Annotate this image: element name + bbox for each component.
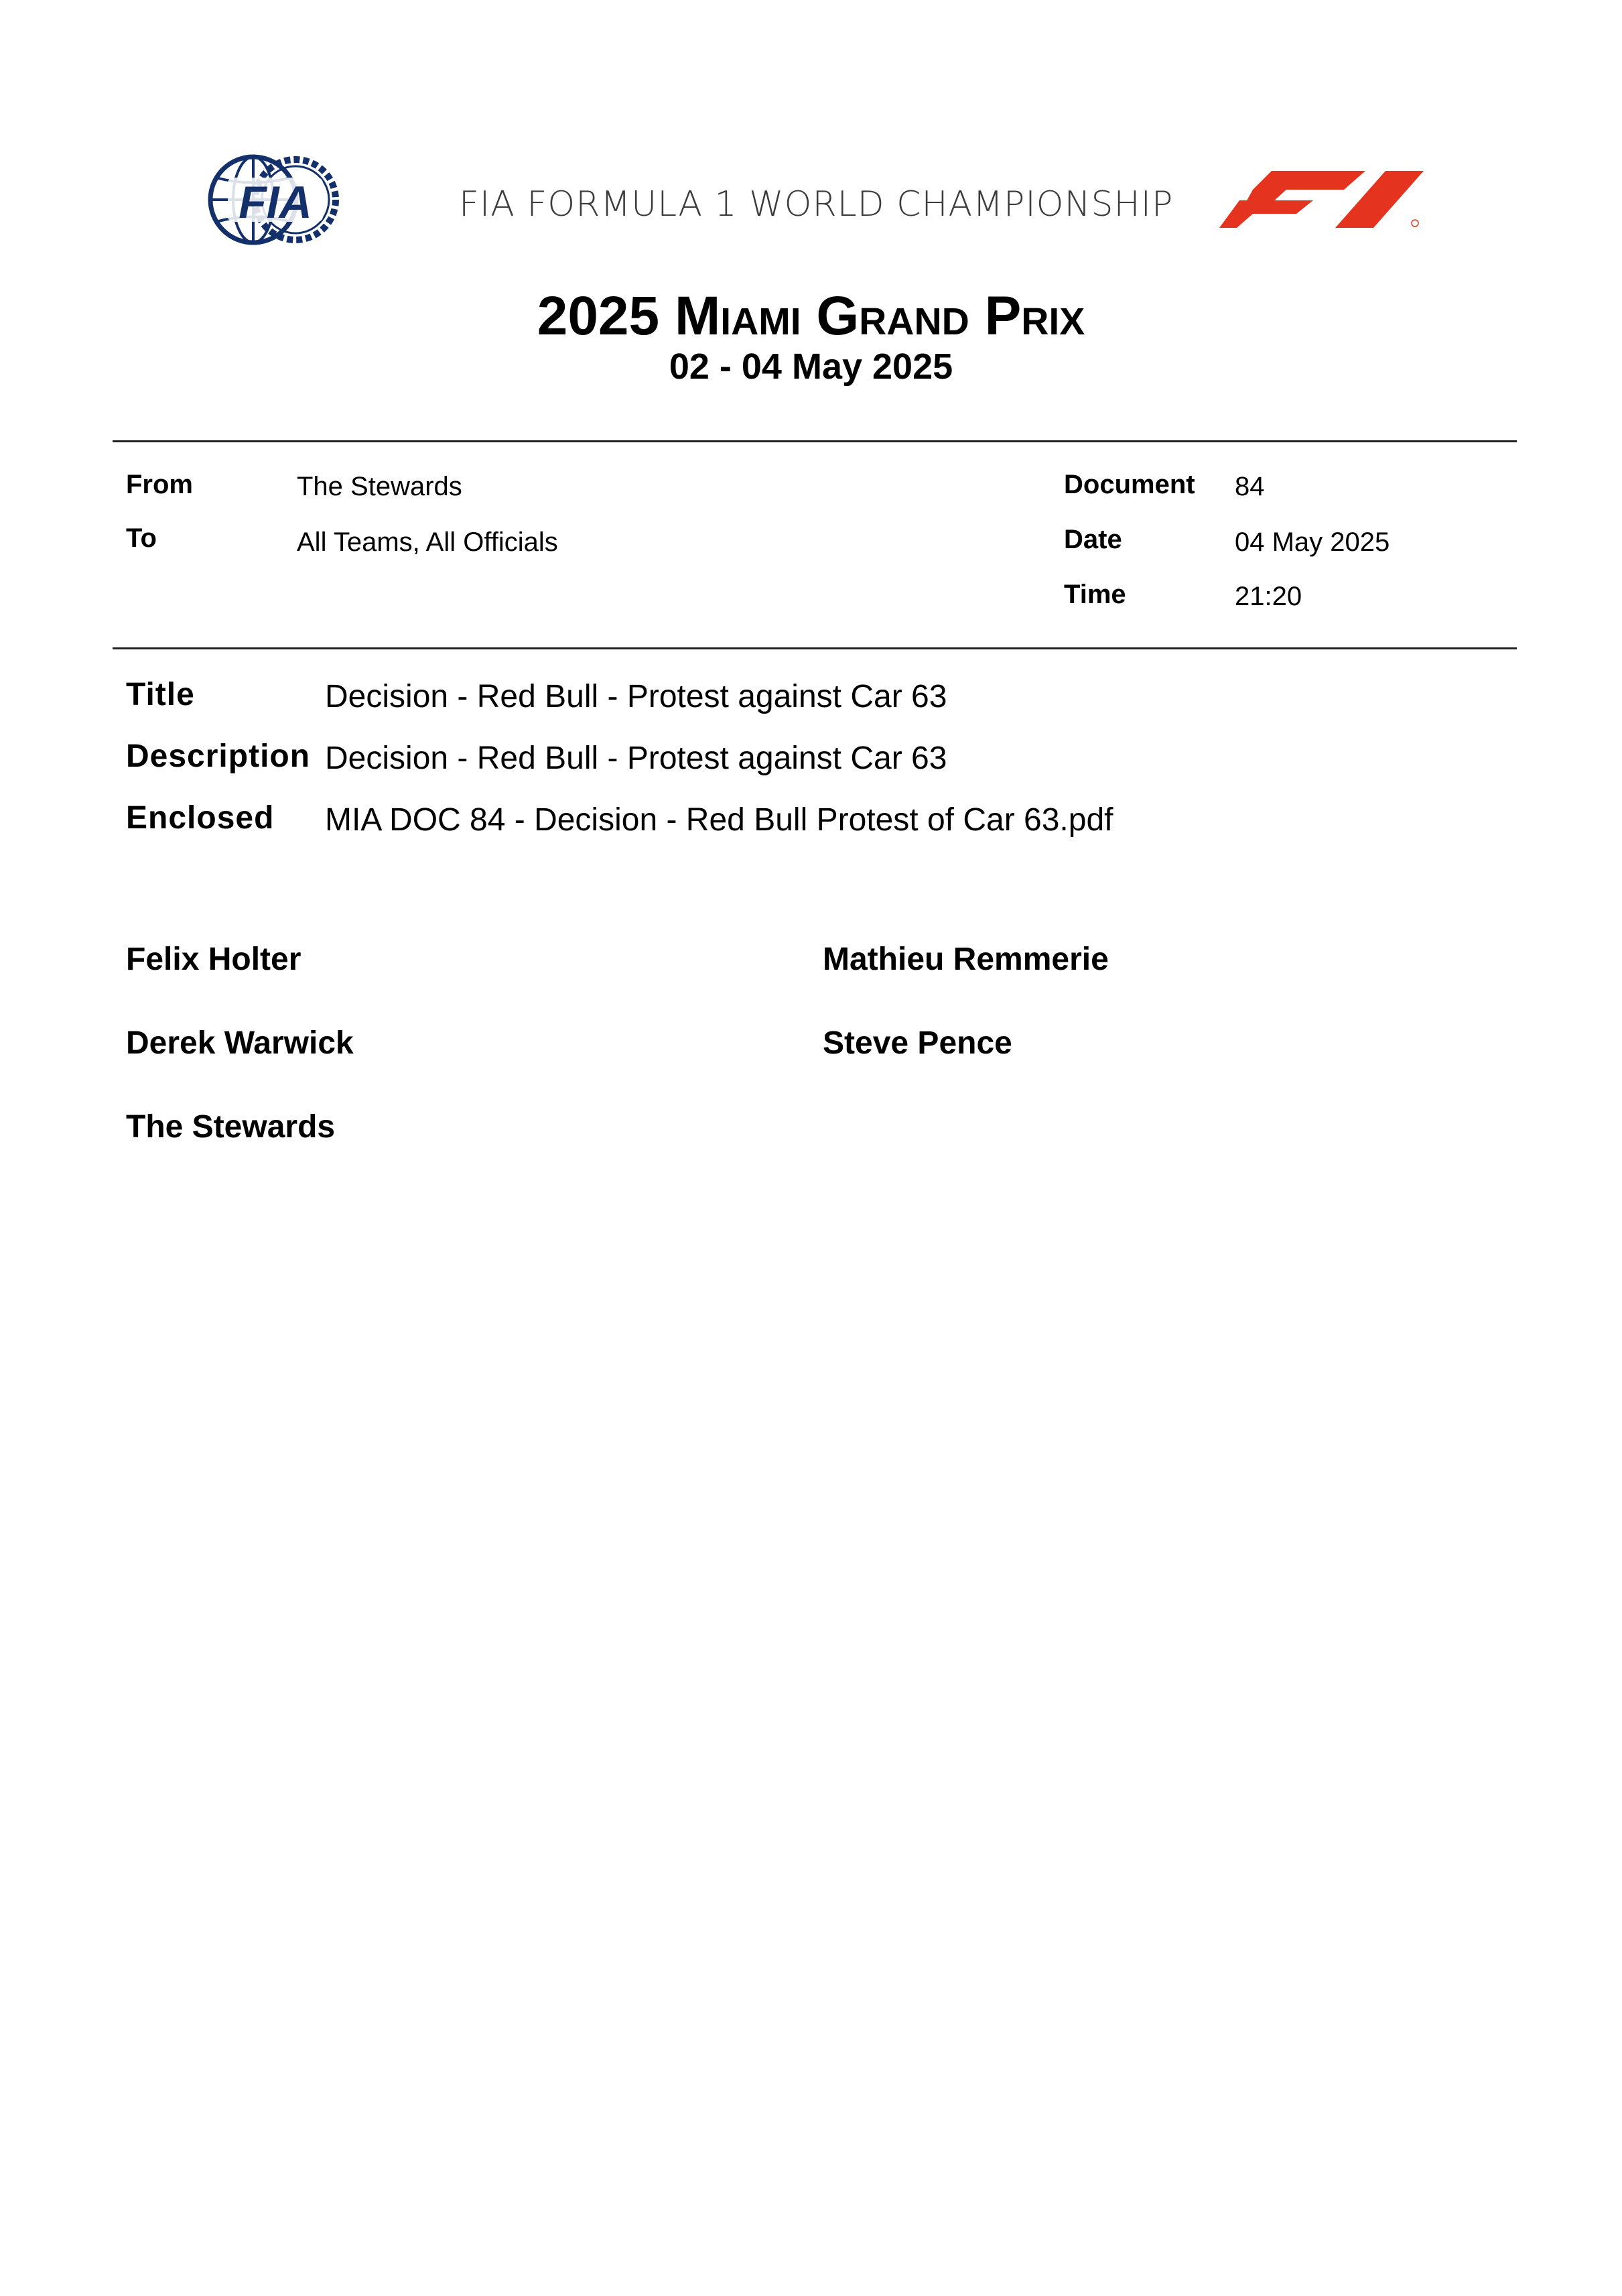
enclosed-attachment-link[interactable]: MIA DOC 84 - Decision - Red Bull Protest of Car 63.pdf (325, 802, 1113, 838)
divider-top (113, 440, 1517, 442)
date-label: Date (1064, 525, 1122, 554)
document-value: 84 (1235, 472, 1265, 501)
time-value: 21:20 (1235, 582, 1302, 611)
description-label: Description (126, 739, 311, 774)
title-label: Title (126, 677, 195, 712)
to-value: All Teams, All Officials (297, 527, 558, 557)
signature-right-1: Mathieu Remmerie (823, 942, 1109, 977)
event-title (0, 283, 1622, 350)
signature-left-1: Felix Holter (126, 942, 301, 977)
f1-logo (1219, 171, 1424, 228)
event-title-year: 2025 (537, 285, 660, 346)
time-label: Time (1064, 580, 1126, 609)
event-dates: 02 - 04 May 2025 (669, 346, 953, 387)
signature-left-3: The Stewards (126, 1109, 336, 1145)
fia-logo (206, 151, 344, 249)
championship-title: FIA FORMULA 1 WORLD CHAMPIONSHIP (459, 184, 1174, 225)
title-value: Decision - Red Bull - Protest against Car 63 (325, 679, 947, 714)
from-label: From (126, 470, 193, 499)
signature-right-2: Steve Pence (823, 1025, 1012, 1061)
date-value: 04 May 2025 (1235, 527, 1390, 557)
to-label: To (126, 523, 157, 553)
event-title-name: Miami Grand Prix (674, 285, 1085, 346)
divider-bottom (113, 647, 1517, 649)
description-value: Decision - Red Bull - Protest against Car 63 (325, 741, 947, 776)
signature-left-2: Derek Warwick (126, 1025, 354, 1061)
from-value: The Stewards (297, 472, 462, 501)
fia-logo-text: FIA (239, 177, 312, 228)
enclosed-label: Enclosed (126, 800, 275, 836)
document-label: Document (1064, 470, 1195, 499)
